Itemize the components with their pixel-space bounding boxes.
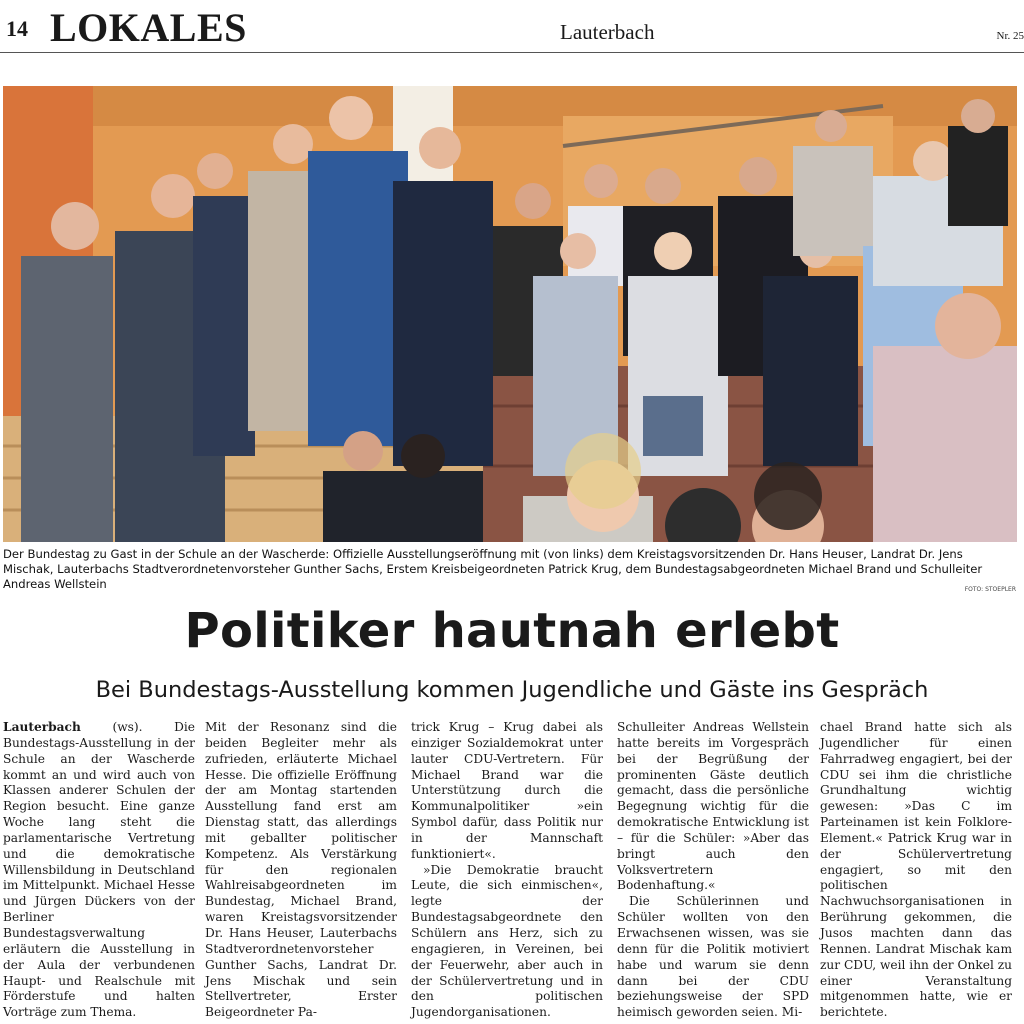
body-column-3 [411,720,603,1021]
town-name: Lauterbach [560,20,655,44]
header-rule [0,52,1024,53]
photo-caption: Der Bundestag zu Gast in der Schule an der Wascherde: Offizielle Ausstellungseröffnung mit (von links) dem Kreistagsvorsitzenden Dr. Hans Heuser, Landrat Dr. Jens Mischak, Lauterbachs Stadtverordnetenvorsteher Gunther Sachs, Erstem Kreisbeigeordneten Patrick Krug, dem Bundestagsabgeordneten Michael Brand und Schulleiter Andreas Wellstein [3,547,983,591]
column-text: (ws). Die Bundestags-Ausstellung in der Schule an der Wascherde kommt an und wird auch von Klassen anderer Schulen der Region besucht. Eine ganze Woche lang steht die parlamentarische Vertretung und die demokratische Willensbildung in Deutschland im Mittelpunkt. Michael Hesse und Jürgen Dückers von der Berliner Bundestagsverwaltung erläutern die Ausstellung in der Aula der verbundenen Haupt- und Realschule mit Förderstufe und halten Vorträge zum Thema. [3,720,196,1020]
column-text: »Die Demokratie braucht Leute, die sich einmischen«, legte der Bundestagsabgeordnete den Schülern ans Herz, sich zu engagieren, in Vereinen, bei der Feuerwehr, aber auch in der Schülervertretung und in den politischen Jugendorganisationen. [411,862,603,1020]
article-photo [3,86,1017,542]
column-text: Die Schülerinnen und Schüler wollten von den Erwachsenen wissen, was sie denn für die Politik motiviert habe und warum sie denn dann bei der CDU beziehungsweise der SPD heimisch geworden seien. Mi- [617,894,809,1020]
body-column-5 [820,720,1012,1021]
body-column-2 [205,720,397,1021]
section-title: LOKALES [50,5,247,50]
column-text: Mit der Resonanz sind die beiden Begleiter mehr als zufrieden, erläuterte Michael Hesse. Die offizielle Eröffnung der am Montag startenden Ausstellung fand erst am Dienstag statt, das allerdings mit geballter politischer Kompetenz. Als Verstärkung für den regionalen Wahlreisabgeordneten im Bundestag, Michael Brand, waren Kreistagsvorsitzender Dr. Hans Heuser, Lauterbachs Stadtverordnetenvorsteher Gunther Sachs, Landrat Dr. Jens Mischak und sein Stellvertreter, Erster Beigeordneter Pa- [205,720,397,1020]
body-column-4 [617,720,809,1021]
column-text: trick Krug – Krug dabei als einziger Sozialdemokrat unter lauter CDU-Vertretern. Für Michael Brand war die Unterstützung durch die Kommunalpolitiker »ein Symbol dafür, dass Politik nur in der Mannschaft funktioniert«. [411,720,603,861]
article-subheadline: Bei Bundestags-Ausstellung kommen Jugendliche und Gäste ins Gespräch [95,677,929,703]
article-headline: Politiker hautnah erlebt [184,603,840,659]
article-body [0,720,1024,1020]
page-number: 14 [6,16,28,41]
dateline: Lauterbach [3,720,81,734]
column-text: chael Brand hatte sich als Jugendlicher für einen Fahrradweg engagiert, bei der CDU sei ihm die christliche Grundhaltung wichtig gewesen: »Das C im Parteinamen ist kein Folklore-Element.« Patrick Krug war in der Schülervertretung engagiert, so mit den politischen Nachwuchsorganisationen in Berührung gekommen, die Jusos machten dann das Rennen. Landrat Mischak kam zur CDU, weil ihn der Onkel zu einer Veranstaltung mitgenommen hatte, wie er berichtete. [820,720,1012,1020]
column-text: Schulleiter Andreas Wellstein hatte bereits im Vorgespräch bei der Begrüßung der prominenten Gäste deutlich gemacht, dass die persönliche Begegnung wichtig für die demokratische Entwicklung ist – für die Schüler: »Aber das bringt auch den Volksvertretern Bodenhaftung.« [617,720,809,893]
body-column-1 [3,720,195,1021]
issue-number: Nr. 25 [996,30,1024,42]
photo-credit: FOTO: STOEPLER [964,586,1016,593]
